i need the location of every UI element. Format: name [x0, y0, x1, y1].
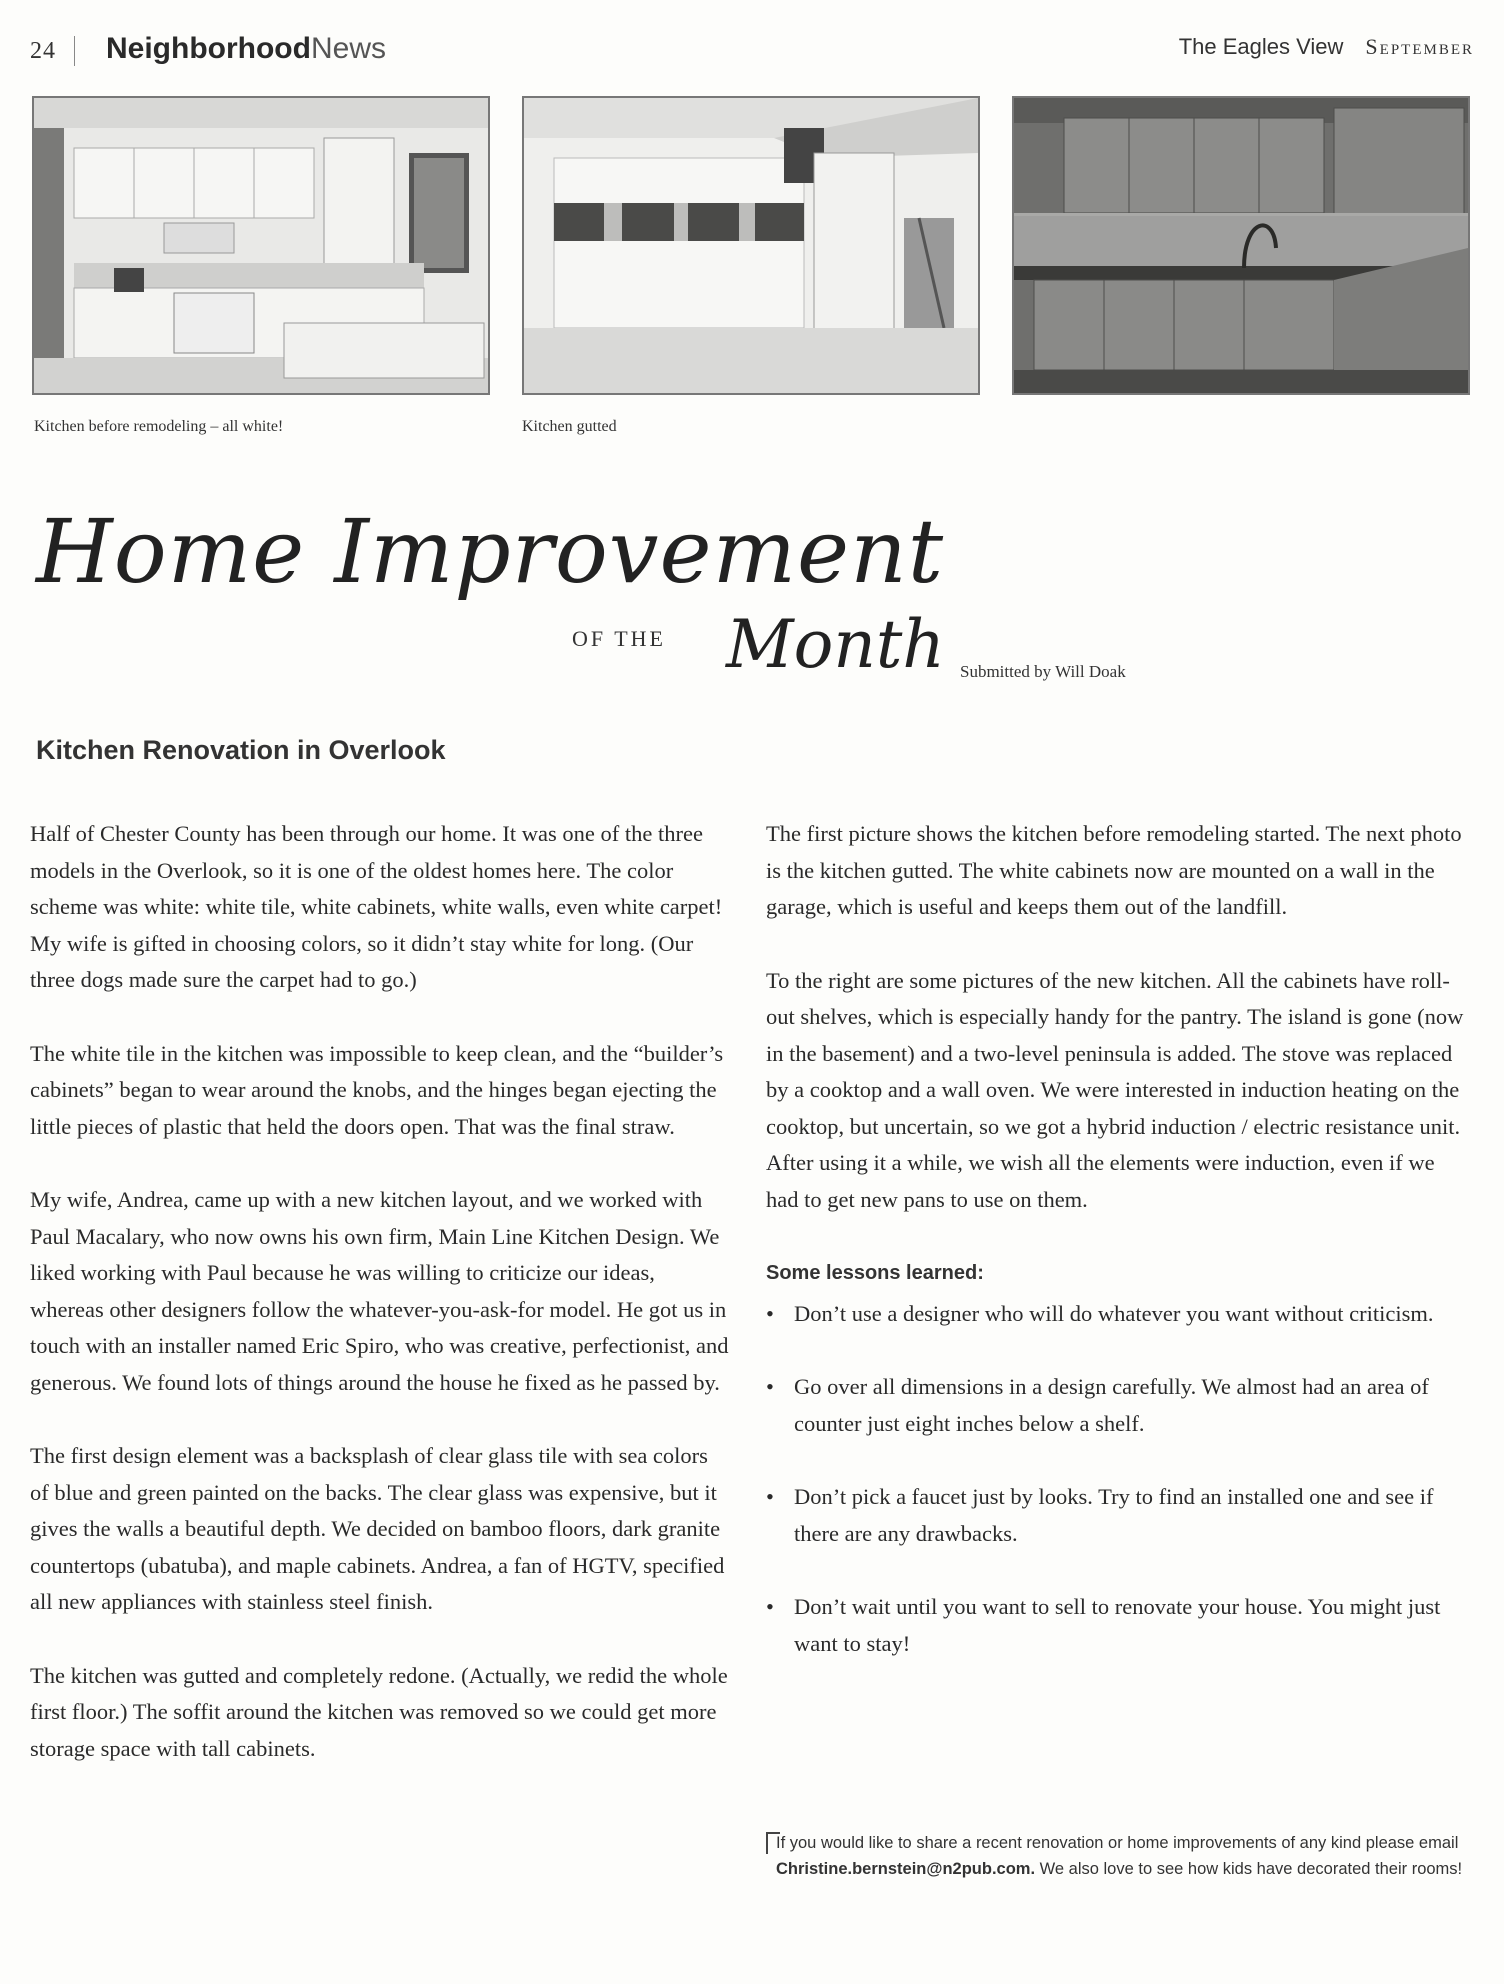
lesson-text: Don’t pick a faucet just by looks. Try to find an installed one and see if there are any drawbacks. [794, 1484, 1434, 1546]
byline: Submitted by Will Doak [960, 662, 1126, 681]
lesson-text: Don’t use a designer who will do whatever you want without criticism. [794, 1300, 1434, 1326]
page-number: 24 [30, 38, 56, 64]
publication-info [1179, 34, 1474, 60]
contact-note [766, 1830, 1476, 1882]
paragraph: The first design element was a backsplash of clear glass tile with sea colors of blue and green painted on the backs. The clear glass was expensive, but it gives the walls a beautiful depth. We decided on bamboo floors, dark granite countertops (ubatuba), and maple cabinets. Andrea, a fan of HGTV, specified all new appliances with stainless steel finish. [30, 1443, 725, 1614]
bullet-icon: • [766, 1300, 774, 1326]
brand-bold: Neighborhood [106, 32, 311, 65]
lessons-heading: Some lessons learned: [766, 1262, 984, 1284]
brand-light: News [310, 32, 386, 65]
title-month: Month [726, 606, 945, 683]
note-text-after: We also love to see how kids have decorated their rooms! [1035, 1860, 1463, 1878]
photo-caption-before: Kitchen before remodeling – all white! [34, 418, 284, 435]
paragraph: To the right are some pictures of the new kitchen. All the cabinets have roll-out shelves, which is especially handy for the pantry. The island is gone (now in the basement) and a two-level peninsula is added. The stove was replaced by a cooktop and a wall oven. We were interested in induction heating on the cooktop, but uncertain, so we got a hybrid induction / electric resistance unit. After using it a while, we wish all the elements were induction, even if we had to get new pans to use on them. [766, 967, 1464, 1212]
bullet-icon: • [766, 1594, 774, 1619]
title-main: Home Improvement [36, 500, 945, 603]
list-item [766, 1369, 1472, 1442]
title-of-the: OF THE [572, 626, 666, 651]
paragraph: The white tile in the kitchen was impossible to keep clean, and the “builder’s cabinets” began to wear around the knobs, and the hinges began ejecting the little pieces of plastic that held the doors open. That was the final straw. [30, 1040, 724, 1139]
paragraph: The kitchen was gutted and completely redone. (Actually, we redid the whole first floor.) The soffit around the kitchen was removed so we could get more storage space with tall cabinets. [30, 1662, 728, 1761]
lesson-text: Go over all dimensions in a design carefully. We almost had an area of counter just eight inches below a shelf. [794, 1374, 1429, 1436]
page-header [30, 30, 1474, 75]
paragraph: My wife, Andrea, came up with a new kitchen layout, and we worked with Paul Macalary, who now owns his own firm, Main Line Kitchen Design. We liked working with Paul because he was willing to criticize our ideas, whereas other designers follow the whatever-you-ask-for model. He got us in touch with an installer named Eric Spiro, who was creative, perfectionist, and generous. We found lots of things around the house he fixed as he passed by. [30, 1187, 729, 1395]
bullet-icon: • [766, 1484, 774, 1509]
photo-kitchen-new [1012, 96, 1470, 395]
note-text-before: If you would like to share a recent renovation or home improvements of any kind please email [776, 1834, 1459, 1852]
list-item [766, 1296, 1472, 1333]
publication-name: The Eagles View [1178, 34, 1344, 59]
photo-kitchen-gutted [522, 96, 980, 395]
photo-caption-gutted: Kitchen gutted [522, 418, 617, 435]
bullet-icon: • [766, 1374, 774, 1399]
lesson-text: Don’t wait until you want to sell to renovate your house. You might just want to stay! [794, 1594, 1441, 1656]
corner-bracket-icon [766, 1832, 780, 1854]
contact-email-link[interactable]: Christine.bernstein@n2pub.com. [776, 1860, 1036, 1878]
header-divider [74, 36, 75, 66]
list-item [766, 1589, 1472, 1662]
issue-month: September [1365, 34, 1474, 59]
lessons-list [766, 1296, 1472, 1663]
list-item [766, 1479, 1472, 1552]
article-subhead: Kitchen Renovation in Overlook [36, 735, 446, 765]
article-left-column [30, 816, 730, 1804]
section-brand [106, 32, 386, 66]
photo-kitchen-before [32, 96, 490, 395]
article-right-column [766, 816, 1472, 1699]
paragraph: The first picture shows the kitchen before remodeling started. The next photo is the kitchen gutted. The white cabinets now are mounted on a wall in the garage, which is useful and keeps them out of the landfill. [766, 821, 1462, 919]
paragraph: Half of Chester County has been through our home. It was one of the three models in the Overlook, so it is one of the oldest homes here. The color scheme was white: white tile, white cabinets, white walls, even white carpet! My wife is gifted in choosing colors, so it didn’t stay white for long. (Our three dogs made sure the carpet had to go.) [30, 821, 723, 992]
